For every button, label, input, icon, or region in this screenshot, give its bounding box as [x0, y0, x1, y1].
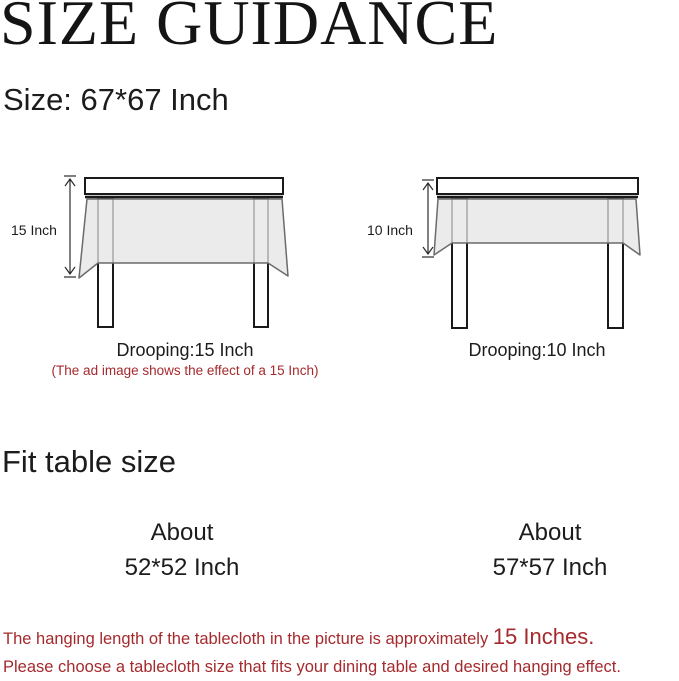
about-label: About: [150, 519, 214, 546]
droop-measure-label-right: 10 Inch: [367, 222, 413, 238]
footer-note-line1-prefix: The hanging length of the tablecloth in the picture is approximately: [3, 630, 493, 648]
fit-size-left: [82, 515, 282, 585]
drooping-note: (The ad image shows the effect of a 15 Inch): [51, 363, 319, 378]
fit-table-size-heading: Fit table size: [2, 444, 177, 479]
about-label: About: [518, 519, 582, 546]
table-diagram-10-inch: [365, 170, 650, 335]
product-size-text: Size: 67*67 Inch: [3, 82, 229, 117]
table-size-value: 52*52 Inch: [124, 554, 240, 581]
table-size-value: 57*57 Inch: [492, 554, 608, 581]
measure-arrow-10: [422, 180, 434, 257]
drooping-caption-right: Drooping:10 Inch: [468, 340, 606, 360]
table-diagram-15-inch: [55, 170, 300, 335]
drooping-caption-left: Drooping:15 Inch: [116, 340, 254, 360]
tabletop: [437, 178, 638, 194]
footer-note-line1: [3, 622, 594, 654]
droop-measure-label-left: 15 Inch: [11, 222, 57, 238]
measure-arrow-15: [64, 176, 76, 277]
tabletop: [85, 178, 283, 194]
fit-size-right: [450, 515, 650, 585]
footer-note-line2: Please choose a tablecloth size that fits your dining table and desired hanging effect.: [3, 658, 621, 676]
page-title: SIZE GUIDANCE: [0, 0, 499, 58]
footer-note-line1-highlight: 15 Inches.: [492, 624, 595, 649]
